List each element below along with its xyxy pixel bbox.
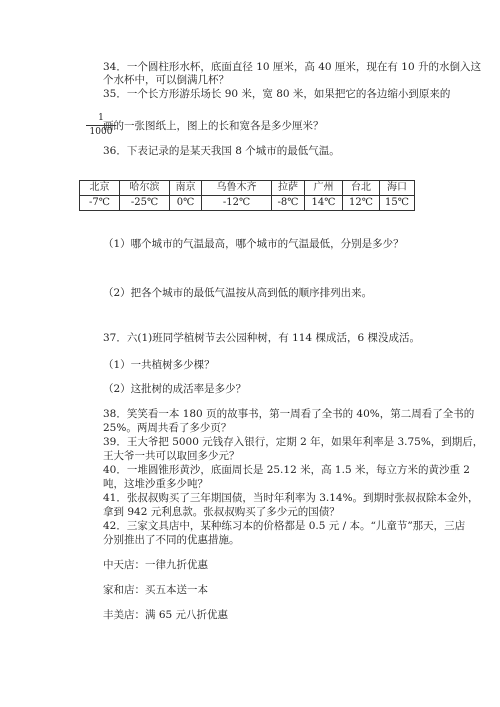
city-row [80,181,415,196]
temperature-cell: -8℃ [272,196,305,211]
fraction-numerator: 1 [98,113,104,123]
text-line: （1）哪个城市的气温最高，哪个城市的气温最低，分别是多少？ [103,238,404,250]
city-cell: 海口 [380,181,415,196]
text-line: （1）一共植树多少棵？ [103,359,215,371]
text-line: 画的一张图纸上，图上的长和宽各是多少厘米？ [103,120,324,132]
text-line: 39．王大爷把 5000 元钱存入银行，定期 2 年，如果年利率是 3.75%，到期后， [103,436,484,448]
city-cell: 南京 [170,181,202,196]
text-line: （2）这批树的成活率是多少？ [103,383,247,395]
city-cell: 台北 [343,181,380,196]
city-cell: 乌鲁木齐 [202,181,272,196]
temperature-cell: -25℃ [120,196,170,211]
city-cell: 广州 [305,181,343,196]
text-line: 分别推出了不同的优惠措施。 [103,534,240,546]
city-cell: 哈尔滨 [120,181,170,196]
text-line: 42．三家文具店中，某种练习本的价格都是 0.5 元 / 本。“儿童节”那天，三店 [103,520,466,532]
text-line: 王大爷一共可以取回多少元？ [103,450,240,462]
text-line: 34．一个圆柱形水杯，底面直径 10 厘米，高 40 厘米，现在有 10 升的水倒入这 [103,61,481,73]
fraction-denominator: 1000 [89,127,113,137]
temperature-cell: 12℃ [343,196,380,211]
city-cell: 北京 [80,181,120,196]
text-line: 40．一堆圆锥形黄沙，底面周长是 25.12 米，高 1.5 米，每立方米的黄沙重 2 [103,464,470,476]
temperature-cell: 15℃ [380,196,415,211]
text-line: 35．一个长方形游乐场长 90 米，宽 80 米，如果把它的各边缩小到原来的 [103,88,451,100]
city-cell: 拉萨 [272,181,305,196]
temperature-cell: 0℃ [170,196,202,211]
temperature-cell: -7℃ [80,196,120,211]
text-line: 吨，这堆沙重多少吨？ [103,478,208,490]
text-line: （2）把各个城市的最低气温按从高到低的顺序排列出来。 [103,287,373,299]
temperature-cell: 14℃ [305,196,343,211]
text-line: 丰美店：满 65 元八折优惠 [103,609,229,621]
fraction-bar [86,125,116,126]
text-line: 38．笑笑看一本 180 页的故事书，第一周看了全书的 40%，第二周看了全书的 [103,408,475,420]
text-line: 个水杯中，可以倒满几杯？ [103,74,229,86]
fraction-one-thousandth [86,113,116,138]
text-line: 41．张叔叔购买了三年期国债，当时年利率为 3.14%。到期时张叔叔除本金外， [103,492,479,504]
city-temperature-table [79,180,415,211]
text-line: 中天店：一律九折优惠 [103,559,208,571]
text-line: 37．六(1)班同学植树节去公园种树，有 114 棵成活，6 棵没成活。 [103,332,420,344]
text-line: 拿到 942 元利息款。张叔叔购买了多少元的国债？ [103,506,340,518]
text-line: 家和店：买五本送一本 [103,584,208,596]
temperature-row [80,196,415,211]
text-line: 25%。两周共看了多少页？ [103,422,232,434]
text-line: 36．下表记录的是某天我国 8 个城市的最低气温。 [103,145,340,157]
temperature-cell: -12℃ [202,196,272,211]
